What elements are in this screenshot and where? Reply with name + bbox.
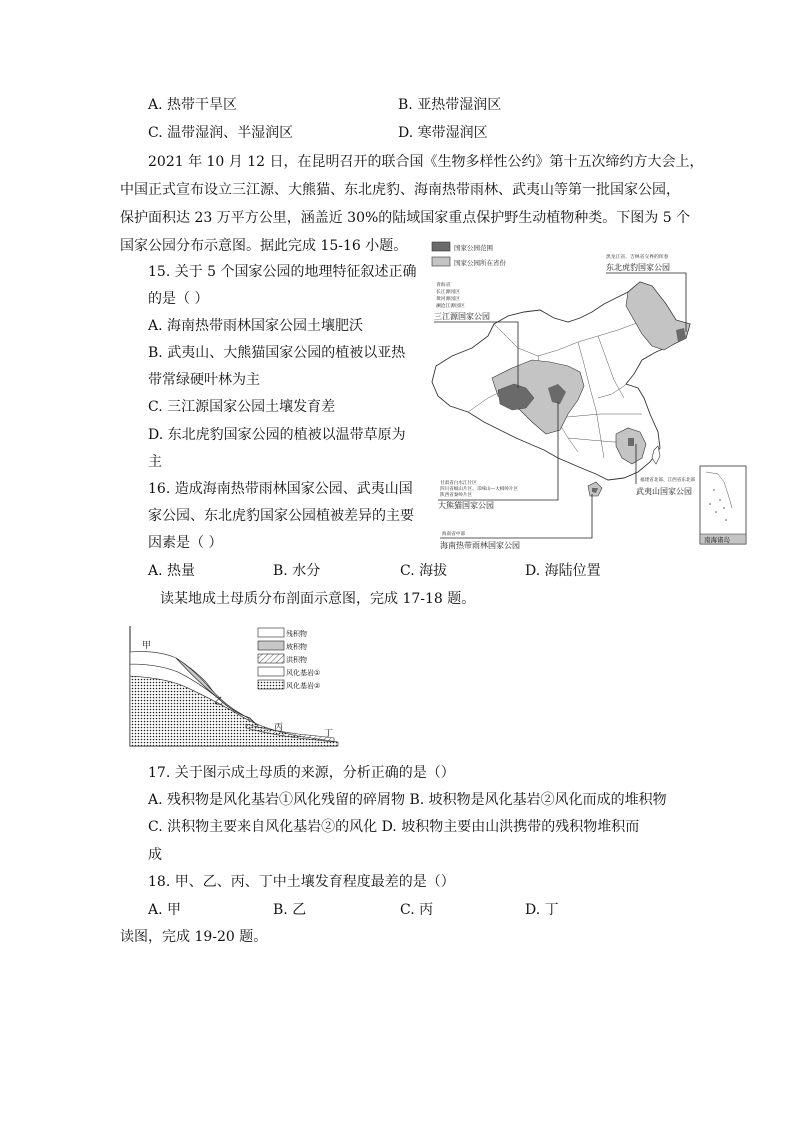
q18-option-d: D. 丁	[525, 902, 559, 918]
q14-option-b: B. 亚热带湿润区	[398, 97, 502, 113]
q15-option-d-2: 主	[148, 454, 162, 470]
label-yi: 乙	[214, 697, 224, 707]
label-ding: 丁	[324, 729, 334, 739]
daxiongmao-province-3: 陕西省秦岭片区	[440, 493, 473, 498]
daxiongmao-label: 大熊猫国家公园	[438, 501, 494, 510]
profile-legend	[258, 628, 320, 690]
q15-option-d-1: D. 东北虎豹国家公园的植被以温带草原为	[148, 427, 406, 443]
q15-option-b-1: B. 武夷山、大熊猫国家公园的植被以亚热	[148, 345, 406, 361]
daxiongmao-province-1: 甘肃省白水江片区	[440, 481, 477, 486]
q16-option-c: C. 海拔	[400, 563, 448, 579]
legend-alluvial: 洪积物	[286, 656, 307, 664]
sanjiangyuan-province-2: 长江源园区	[436, 290, 460, 295]
wuyishan-label: 武夷山国家公园	[636, 487, 692, 496]
q16-option-b: B. 水分	[273, 563, 321, 579]
wuyishan-province: 福建省北部、江西省东北部	[640, 478, 696, 483]
sanjiangyuan-label: 三江源国家公园	[434, 312, 490, 321]
q17-stem: 17. 关于图示成土母质的来源，分析正确的是（）	[148, 765, 455, 781]
q14-option-d: D. 寒带湿润区	[398, 125, 488, 141]
q14-option-a: A. 热带干旱区	[148, 97, 238, 113]
hainan-label: 海南热带雨林国家公园	[440, 541, 520, 550]
legend-residual: 残积物	[286, 630, 307, 638]
q17-options-cd: C. 洪积物主要来自风化基岩②的风化 D. 坡积物主要由山洪携带的残积物堆积而	[148, 819, 640, 835]
q16-stem-2: 家公园、东北虎豹国家公园植被差异的主要	[148, 508, 414, 524]
q15-option-c: C. 三江源国家公园土壤发育差	[148, 399, 336, 415]
hainan-province: 海南省中部	[442, 532, 465, 537]
q17-options-cd-2: 成	[148, 847, 162, 863]
q15-option-a: A. 海南热带雨林国家公园土壤肥沃	[148, 318, 364, 334]
q14-option-c: C. 温带湿润、半湿润区	[148, 125, 294, 141]
q16-stem-3: 因素是（ ）	[148, 535, 223, 551]
daxiongmao-province-2: 四川省岷山片区、邛崃山—大相岭片区	[440, 487, 519, 492]
intro-parks-line-1: 2021 年 10 月 12 日，在昆明召开的联合国《生物多样性公约》第十五次缔约方大会上，	[148, 154, 704, 170]
sanjiangyuan-province-1: 青海省	[436, 283, 451, 288]
intro-parks-line-4: 国家公园分布示意图。据此完成 15-16 小题。	[120, 238, 408, 254]
national-parks-map	[428, 238, 750, 550]
legend-bedrock-2: 风化基岩②	[286, 682, 321, 690]
wuyishan-park-scope	[628, 438, 634, 446]
intro-parks-line-2: 中国正式宣布设立三江源、大熊猫、东北虎豹、海南热带雨林、武夷山等第一批国家公园，	[120, 182, 680, 198]
intro-next: 读图，完成 19-20 题。	[120, 929, 268, 945]
legend-scope-label: 国家公园范围	[454, 244, 493, 252]
soil-profile-diagram	[128, 624, 346, 750]
q18-option-c: C. 丙	[400, 902, 434, 918]
q17-options-ab: A. 残积物是风化基岩①风化残留的碎屑物 B. 坡积物是风化基岩②风化而成的堆积物	[148, 792, 667, 808]
legend-province-label: 国家公园所在省份	[454, 259, 506, 267]
q18-option-a: A. 甲	[148, 902, 182, 918]
legend-slope: 坡积物	[286, 643, 307, 651]
dongbei-province: 黑龙江省、吉林省交界的珲春	[606, 255, 669, 260]
map-legend	[432, 242, 507, 267]
q16-option-a: A. 热量	[148, 563, 196, 579]
q16-option-d: D. 海陆位置	[525, 563, 601, 579]
q16-stem-1: 16. 造成海南热带雨林国家公园、武夷山国	[148, 481, 413, 497]
south-sea-label: 南海诸岛	[704, 536, 730, 544]
q15-stem-2: 的是（ ）	[148, 291, 209, 307]
intro-parks-line-3: 保护面积达 23 万平方公里，涵盖近 30%的陆域国家重点保护野生动植物种类。下图为 5 个	[120, 210, 691, 226]
dongbei-label: 东北虎豹国家公园	[606, 263, 670, 272]
legend-bedrock-1: 风化基岩①	[286, 669, 321, 677]
q15-stem-1: 15. 关于 5 个国家公园的地理特征叙述正确	[148, 264, 417, 280]
q18-stem: 18. 甲、乙、丙、丁中土壤发育程度最差的是（）	[148, 874, 455, 890]
intro-soil: 读某地成土母质分布剖面示意图，完成 17-18 题。	[160, 591, 476, 607]
sanjiangyuan-province-4: 澜沧江源园区	[436, 304, 465, 309]
q15-option-b-2: 带常绿硬叶林为主	[148, 372, 260, 388]
south-sea-inset	[700, 466, 746, 544]
label-bing: 丙	[274, 723, 284, 733]
sanjiangyuan-province-3: 黄河源园区	[436, 297, 460, 302]
q18-option-b: B. 乙	[273, 902, 307, 918]
label-jia: 甲	[142, 641, 152, 651]
